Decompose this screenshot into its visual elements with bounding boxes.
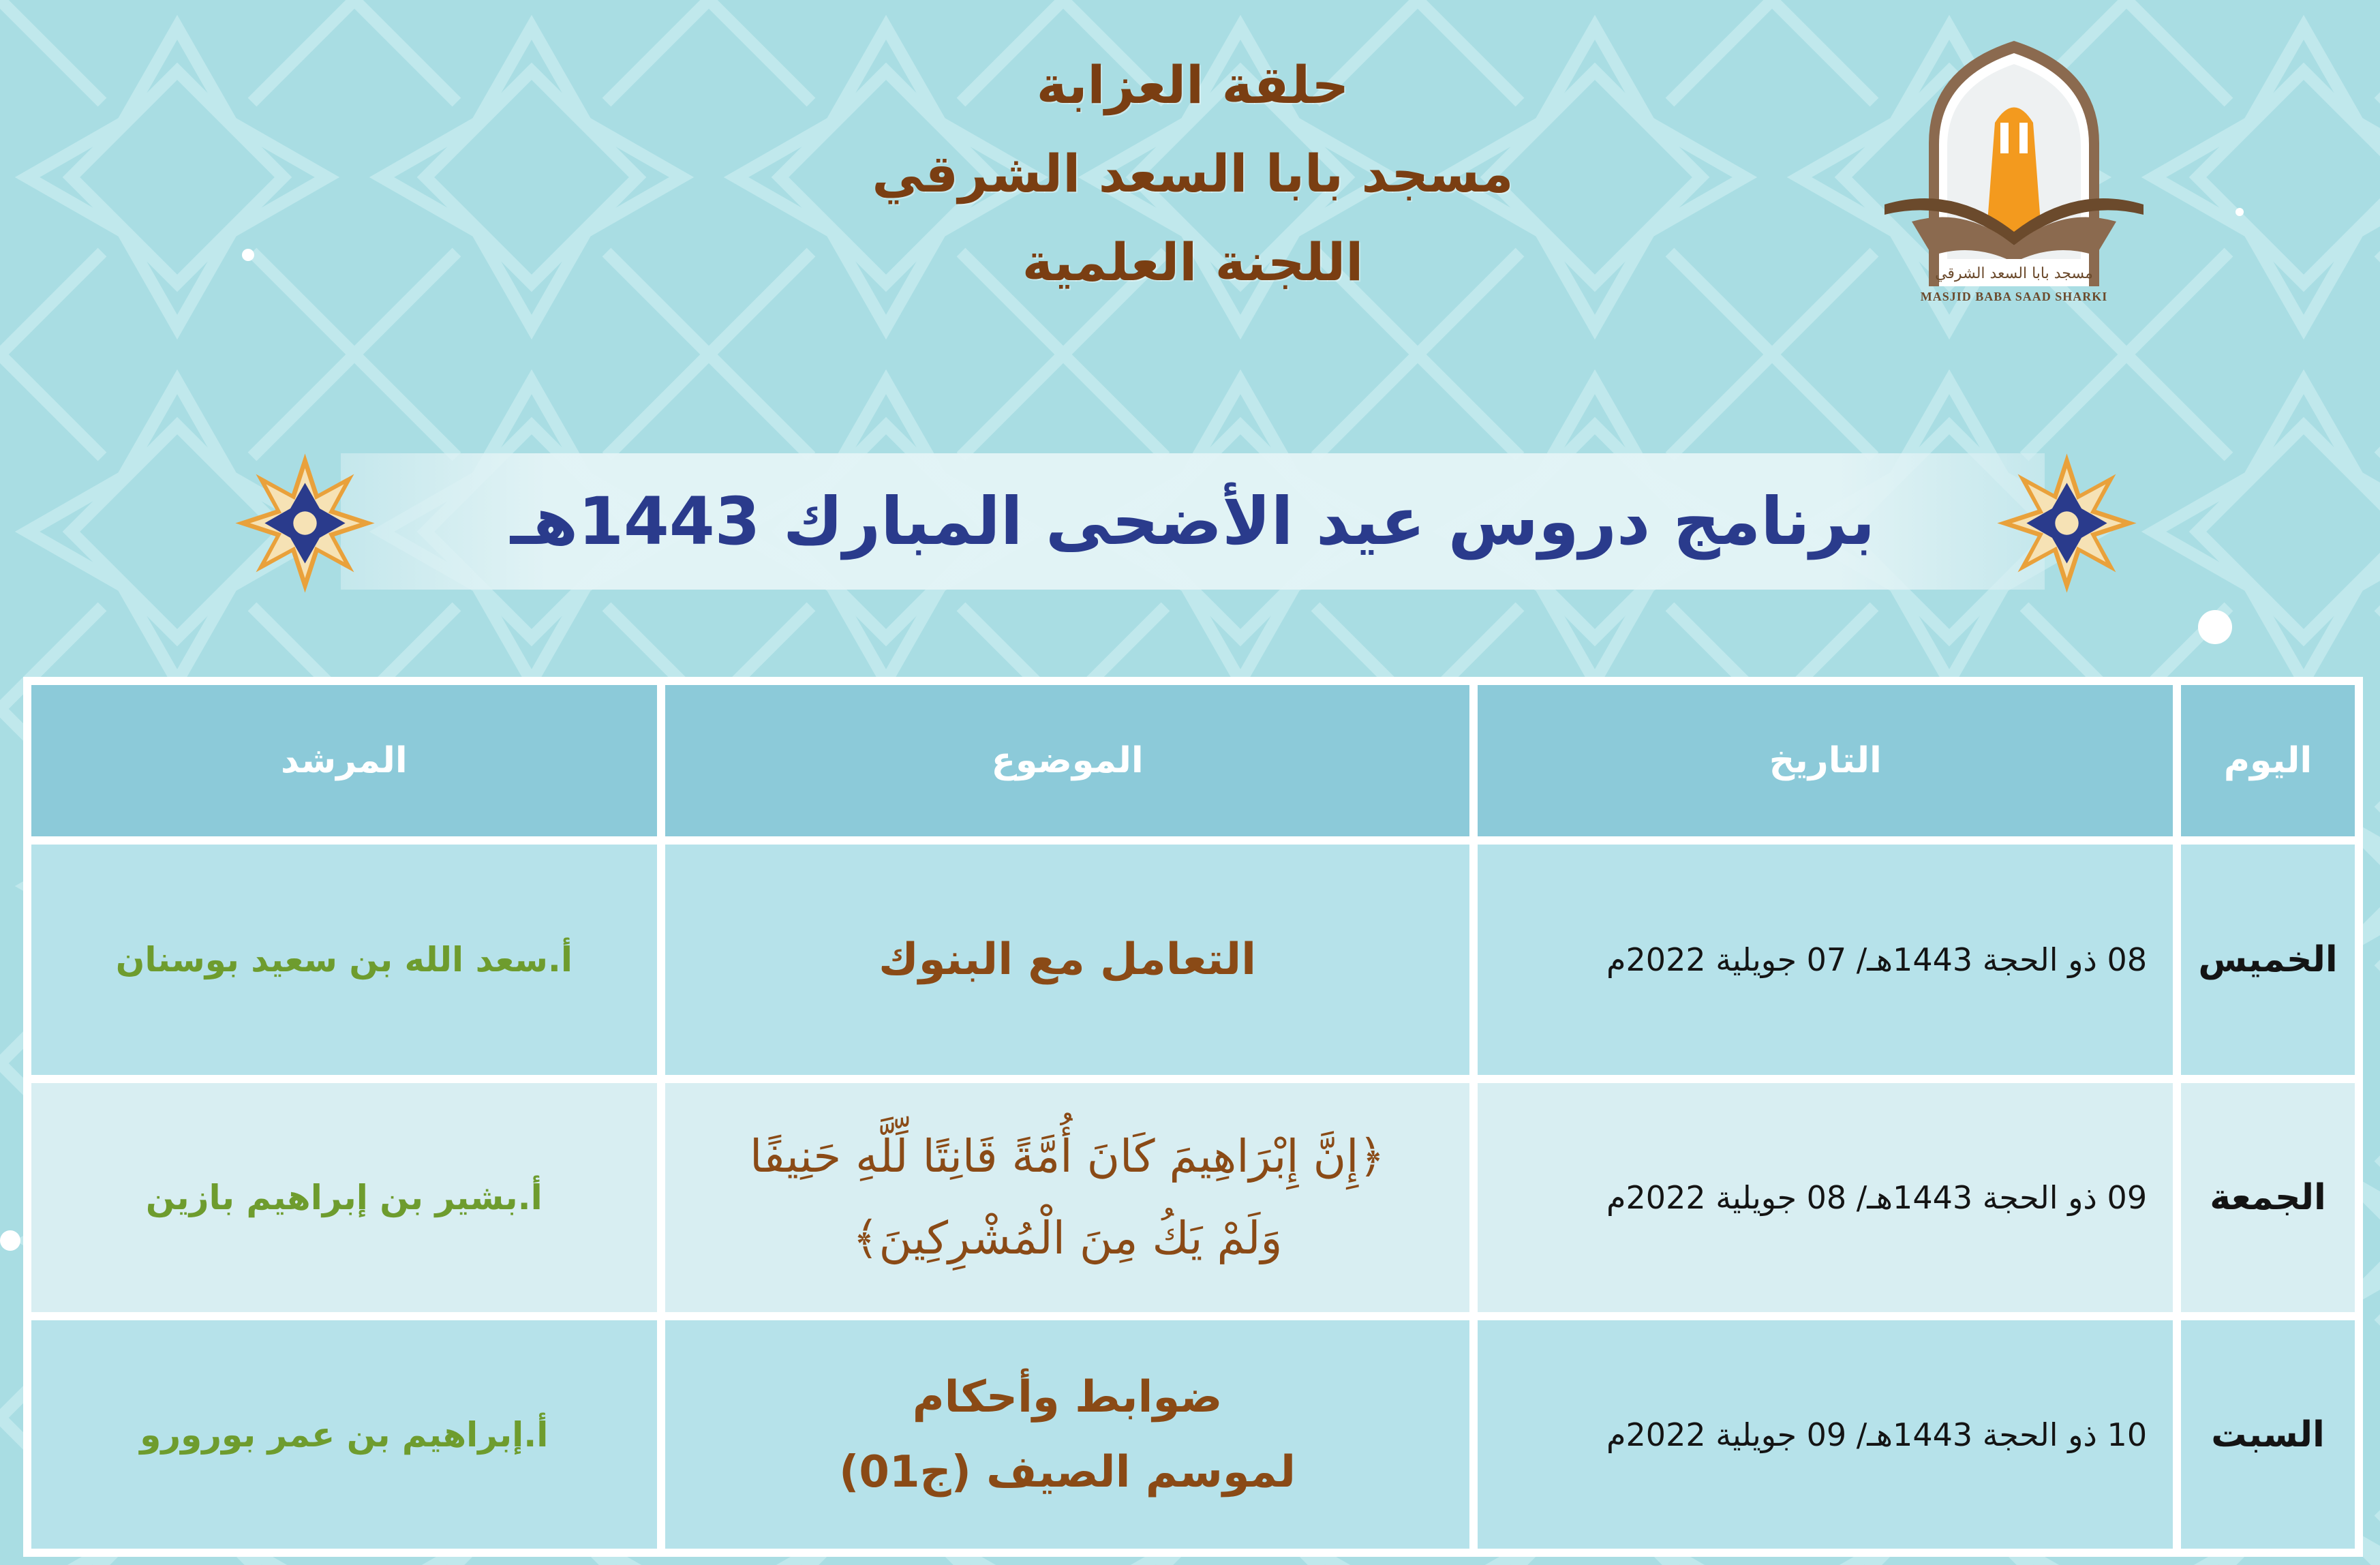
cell-topic [665, 1320, 1470, 1549]
organization-header [750, 41, 1636, 307]
header-topic: الموضوع [665, 685, 1470, 836]
cell-topic [665, 845, 1470, 1075]
page-title: برنامج دروس عيد الأضحى المبارك 1443هـ [510, 483, 1876, 560]
topic-line: ضوابط وأحكام [912, 1371, 1223, 1423]
cell-date: 10 ذو الحجة 1443هـ/ 09 جويلية 2022م [1478, 1320, 2173, 1549]
topic-line: لموسم الصيف (ج01) [839, 1446, 1296, 1498]
logo-caption: MASJID BABA SAAD SHARKI [1920, 290, 2108, 303]
header-line-3: اللجنة العلمية [1022, 232, 1364, 292]
cell-speaker: أ.بشير بن إبراهيم بازين [31, 1083, 657, 1312]
table-row [31, 845, 2355, 1075]
verse-line: وَلَمْ يَكُ مِنَ الْمُشْرِكِينَ﴾ [852, 1212, 1283, 1264]
topic-line: التعامل مع البنوك [879, 935, 1257, 985]
decorative-dot [0, 1230, 20, 1251]
verse-line: ﴿إِنَّ إِبْرَاهِيمَ كَانَ أُمَّةً قَانِتًا لِّلَّهِ حَنِيفًا [750, 1130, 1386, 1183]
decorative-dot [242, 249, 254, 261]
header-day: اليوم [2181, 685, 2355, 836]
header-speaker: المرشد [31, 685, 657, 836]
cell-date: 08 ذو الحجة 1443هـ/ 07 جويلية 2022م [1478, 845, 2173, 1075]
decorative-dot [2236, 208, 2244, 216]
table-row [31, 1320, 2355, 1549]
table-row [31, 1083, 2355, 1312]
cell-day: الجمعة [2181, 1083, 2355, 1312]
decorative-dot [2198, 610, 2232, 644]
header-date: التاريخ [1478, 685, 2173, 836]
cell-date: 09 ذو الحجة 1443هـ/ 08 جويلية 2022م [1478, 1083, 2173, 1312]
islamic-star-ornament-icon [232, 450, 378, 596]
cell-topic-verse [665, 1083, 1470, 1312]
header-line-2: مسجد بابا السعد الشرقي [872, 143, 1514, 204]
logo-script-text: مسجد بابا السعد الشرقي [1935, 265, 2093, 282]
cell-day: الخميس [2181, 845, 2355, 1075]
header-line-1: حلقة العزابة [1036, 55, 1349, 115]
cell-speaker: أ.إبراهيم بن عمر بورورو [31, 1320, 657, 1549]
table-header-row [31, 685, 2355, 836]
islamic-star-ornament-icon [1994, 450, 2140, 596]
mosque-logo-icon [1871, 27, 2157, 314]
cell-day: السبت [2181, 1320, 2355, 1549]
schedule-table [23, 677, 2363, 1557]
cell-speaker: أ.سعد الله بن سعيد بوسنان [31, 845, 657, 1075]
